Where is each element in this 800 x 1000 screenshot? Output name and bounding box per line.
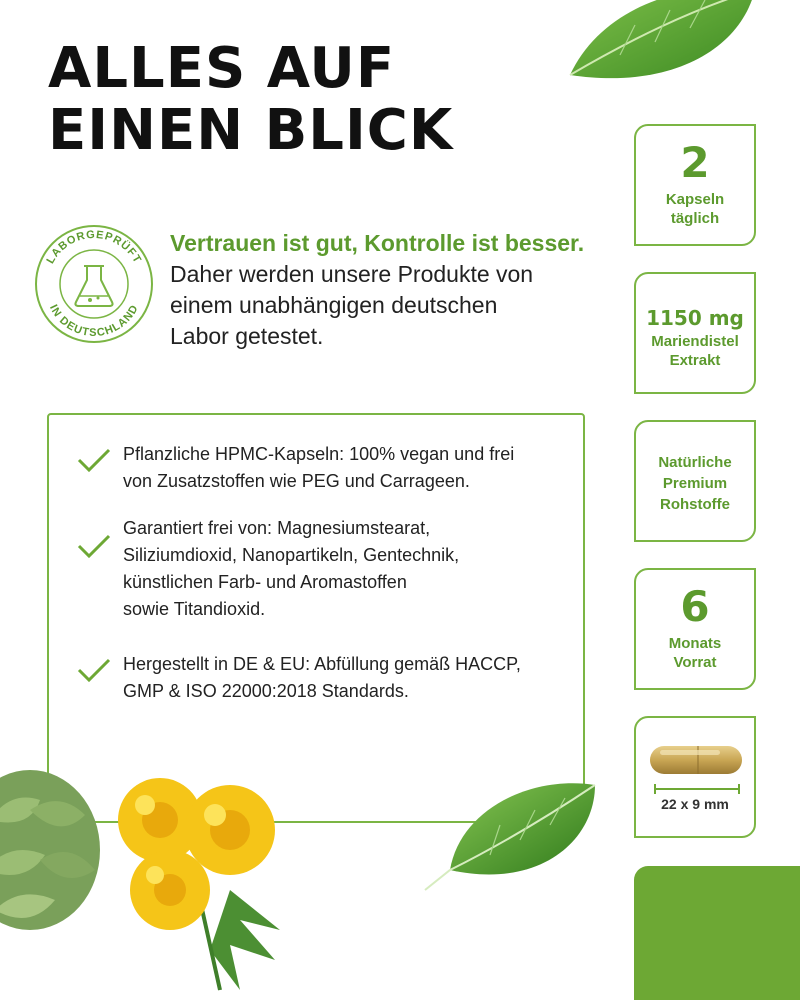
feature-line: sowie Titandioxid. bbox=[123, 599, 266, 619]
stat-box-extract bbox=[634, 272, 756, 394]
stat-label: täglich bbox=[670, 210, 720, 227]
capsule-size-label: 22 x 9 mm bbox=[661, 796, 729, 812]
stat-label: Monats bbox=[668, 635, 722, 652]
feature-line: künstlichen Farb- und Aromastoffen bbox=[123, 572, 407, 592]
green-corner-block bbox=[634, 866, 800, 1000]
badge-arc-bottom: IN DEUTSCHLAND bbox=[47, 302, 141, 340]
badge-arc-top: LABORGEPRÜFT bbox=[44, 228, 144, 266]
check-icon bbox=[77, 651, 123, 705]
intro-body-line: einem unabhängigen deutschen bbox=[170, 292, 498, 318]
intro-body-line: Daher werden unsere Produkte von bbox=[170, 261, 534, 287]
feature-line: GMP & ISO 22000:2018 Standards. bbox=[123, 681, 409, 701]
intro-text bbox=[170, 228, 620, 352]
feature-item bbox=[77, 651, 563, 705]
feature-line: Hergestellt in DE & EU: Abfüllung gemäß HACCP, bbox=[123, 654, 521, 674]
intro-body-line: Labor getestet. bbox=[170, 323, 324, 349]
dandelion-image bbox=[90, 760, 290, 1000]
feature-line: von Zusatzstoffen wie PEG und Carrageen. bbox=[123, 471, 470, 491]
stat-box-capsule-size bbox=[634, 716, 756, 838]
stat-value: 1150 mg bbox=[646, 306, 744, 330]
leaf-image-middle bbox=[420, 770, 610, 905]
lab-tested-badge bbox=[32, 222, 156, 351]
stat-label: Vorrat bbox=[673, 654, 717, 671]
stat-value: 2 bbox=[680, 138, 710, 187]
flask-icon bbox=[75, 266, 112, 306]
stat-value: 6 bbox=[680, 582, 710, 631]
stat-label: Extrakt bbox=[669, 352, 721, 369]
stat-label: Kapseln bbox=[665, 191, 725, 208]
stat-box-natural bbox=[634, 420, 756, 542]
stat-label: Premium bbox=[662, 475, 728, 492]
stat-box-supply bbox=[634, 568, 756, 690]
svg-text:LABORGEPRÜFT bbox=[44, 229, 143, 266]
feature-line: Siliziumdioxid, Nanopartikeln, Gentechnik, bbox=[123, 545, 460, 565]
dimension-line bbox=[654, 784, 740, 794]
capsule-icon bbox=[646, 740, 746, 780]
stat-label: Natürliche bbox=[658, 454, 732, 471]
stat-label: Rohstoffe bbox=[660, 496, 730, 513]
svg-text:IN DEUTSCHLAND bbox=[47, 303, 141, 339]
feature-item bbox=[77, 441, 563, 495]
leaf-image-top bbox=[560, 0, 760, 95]
title-line-1: ALLES AUF bbox=[48, 36, 396, 101]
intro-headline: Vertrauen ist gut, Kontrolle ist besser. bbox=[170, 230, 585, 256]
stat-box-daily-capsules bbox=[634, 124, 756, 246]
feature-line: Pflanzliche HPMC-Kapseln: 100% vegan und frei bbox=[123, 444, 515, 464]
title-line-2: EINEN BLICK bbox=[48, 98, 454, 163]
check-icon bbox=[77, 515, 123, 623]
feature-item bbox=[77, 515, 563, 623]
page-title bbox=[48, 38, 453, 162]
check-icon bbox=[77, 441, 123, 495]
feature-line: Garantiert frei von: Magnesiumstearat, bbox=[123, 518, 431, 538]
stat-label: Mariendistel bbox=[651, 333, 739, 350]
